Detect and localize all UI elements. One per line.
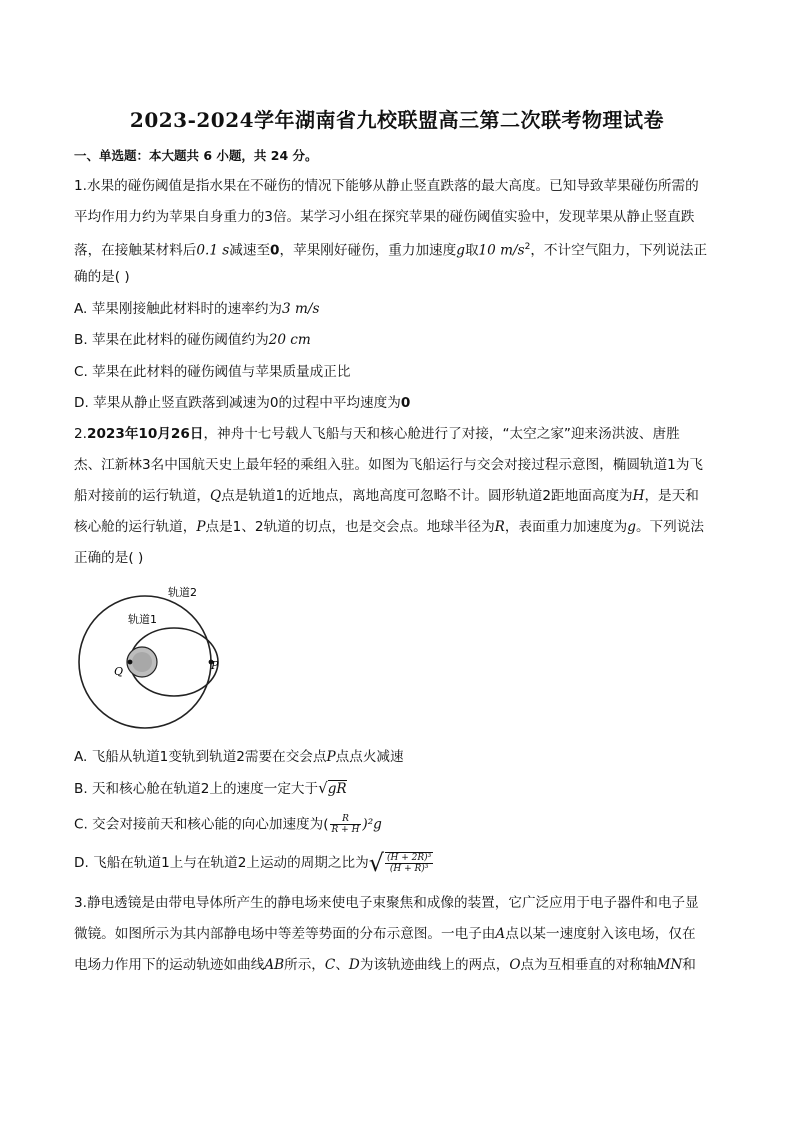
option-text: D. 苹果从静止竖直跌落到减速为0的过程中平均速度为 (74, 395, 401, 411)
page-title: 2023-2024学年湖南省九校联盟高三第二次联考物理试卷 (129, 108, 665, 132)
option-text: C. 交会对接前天和核心能的向心加速度为( (74, 816, 329, 833)
q3-var: AB (264, 957, 285, 973)
q3-text: 为该轨迹曲线上的两点， (359, 957, 510, 973)
q2-line-3 (74, 487, 699, 505)
q2-option-c (74, 814, 382, 835)
orbit-diagram (70, 582, 220, 732)
q3-text: 微镜。如图所示为其内部静电场中等差等势面的分布示意图。一电子由 (74, 926, 496, 942)
q2-var: H (632, 488, 645, 504)
q1-text: 减速至 (229, 242, 271, 259)
q3-text: 和 (682, 957, 696, 973)
q2-line-4 (74, 518, 704, 536)
option-value: 20 cm (268, 332, 311, 348)
q2-text: 核心舱的运行轨道， (74, 519, 197, 535)
point-p-label: P (211, 659, 219, 672)
q2-text: 。下列说法 (635, 519, 704, 535)
option-value: 3 m/s (282, 301, 320, 317)
q1-option-d (74, 394, 410, 412)
fraction (385, 852, 433, 874)
q1-time: 0.1 s (196, 242, 230, 259)
q1-text: ，不计空气阻力，下列说法正 (530, 242, 708, 259)
option-text: 点点火减速 (335, 749, 404, 765)
q1-text: 取 (464, 242, 479, 259)
q3-var: C (324, 957, 336, 973)
q3-text: 点为互相垂直的对称轴 (520, 957, 657, 973)
q2-text: 点是1、2轨道的切点，也是交会点。地球半径为 (205, 519, 495, 535)
q2-option-a (74, 748, 404, 766)
q2-option-d (74, 849, 434, 877)
q2-line-5: 正确的是( ) (74, 550, 144, 566)
q1-option-b (74, 331, 311, 349)
fraction-denominator: R + H (331, 825, 360, 835)
option-value: 0 (400, 395, 411, 411)
q2-line-2: 杰、江新林3名中国航天史上最年轻的乘组入驻。如图为飞船运行与交会对接过程示意图，椭圆轨道1为飞 (74, 457, 704, 473)
q1-zero: 0 (270, 242, 280, 259)
q1-line-2: 平均作用力约为苹果自身重力的3倍。某学习小组在探究苹果的碰伤阈值实验中，发现苹果从静止竖直跌 (74, 209, 695, 225)
option-text: B. 天和核心舱在轨道2上的速度一定大于 (74, 781, 319, 797)
fraction-denominator: (H + R)³ (389, 864, 429, 874)
q1-line-1: 1.水果的碰伤阈值是指水果在不碰伤的情况下能够从静止竖直跌落的最大高度。已知导致苹果碰伤所需的 (74, 178, 699, 194)
fraction-numerator: (H + 2R)³ (386, 853, 432, 863)
section-heading: 一、单选题：本大题共 6 小题，共 24 分。 (74, 148, 318, 163)
q3-var: A (495, 926, 506, 942)
q2-option-b (74, 779, 347, 798)
q1-line-4: 确的是( ) (74, 269, 130, 285)
q1-option-a (74, 300, 319, 318)
option-expr: )²g (362, 816, 382, 833)
q1-g: g (456, 242, 465, 259)
q2-text: ，表面重力加速度为 (504, 519, 628, 535)
q2-date: 2023年10月26日 (86, 426, 204, 442)
q3-line-1: 3.静电透镜是由带电导体所产生的静电场来使电子束聚焦和成像的装置，它广泛应用于电子器件和电子显 (74, 895, 699, 911)
option-text: A. 苹果刚接触此材料时的速率约为 (74, 301, 283, 317)
q1-option-c: C. 苹果在此材料的碰伤阈值与苹果质量成正比 (74, 364, 351, 380)
q3-var: D (348, 957, 360, 973)
option-var: P (326, 749, 336, 765)
q3-text: 所示， (284, 957, 325, 973)
q1-acceleration: 10 m/s (478, 242, 525, 259)
option-expr: gR (327, 781, 347, 797)
fraction (330, 814, 362, 835)
sqrt-symbol: √ (318, 779, 328, 797)
q3-text: 电场力作用下的运动轨迹如曲线 (74, 957, 265, 973)
earth-shading (132, 652, 152, 672)
option-text: A. 飞船从轨道1变轨到轨道2需要在交会点 (74, 749, 327, 765)
point-q-dot (128, 660, 133, 665)
q2-var: Q (209, 488, 222, 504)
q2-text: 点是轨道1的近地点，离地高度可忽略不计。圆形轨道2距地面高度为 (221, 488, 633, 504)
sqrt-symbol: √ (368, 849, 384, 877)
q2-var: R (494, 519, 505, 535)
fraction-numerator: R (330, 814, 362, 825)
point-q-label: Q (114, 665, 124, 678)
q2-text: ，神舟十七号载人飞船与天和核心舱进行了对接，“太空之家”迎来汤洪波、唐胜 (203, 426, 680, 442)
q3-line-3 (74, 956, 696, 974)
q2-line-1 (74, 425, 680, 443)
option-text: D. 飞船在轨道1上与在轨道2上运动的周期之比为 (74, 855, 369, 871)
option-text: B. 苹果在此材料的碰伤阈值约为 (74, 332, 269, 348)
q1-text: ，苹果刚好碰伤，重力加速度 (279, 242, 457, 259)
q3-var: MN (656, 957, 683, 973)
q3-var: O (509, 957, 521, 973)
q2-text: 船对接前的运行轨道， (74, 488, 210, 504)
orbit-2-label: 轨道2 (168, 586, 197, 599)
q2-var: g (627, 519, 636, 535)
q1-exponent: 2 (524, 242, 531, 252)
q3-text: 、 (335, 957, 349, 973)
q1-line-3 (74, 238, 707, 260)
q2-var: P (196, 519, 206, 535)
orbit-1-label: 轨道1 (128, 613, 157, 626)
q2-text: ，是天和 (644, 488, 699, 504)
q2-text: 2. (74, 426, 87, 442)
q3-text: 点以某一速度射入该电场，仅在 (505, 926, 696, 942)
q1-text: 落，在接触某材料后 (74, 242, 197, 259)
q3-line-2 (74, 925, 696, 943)
